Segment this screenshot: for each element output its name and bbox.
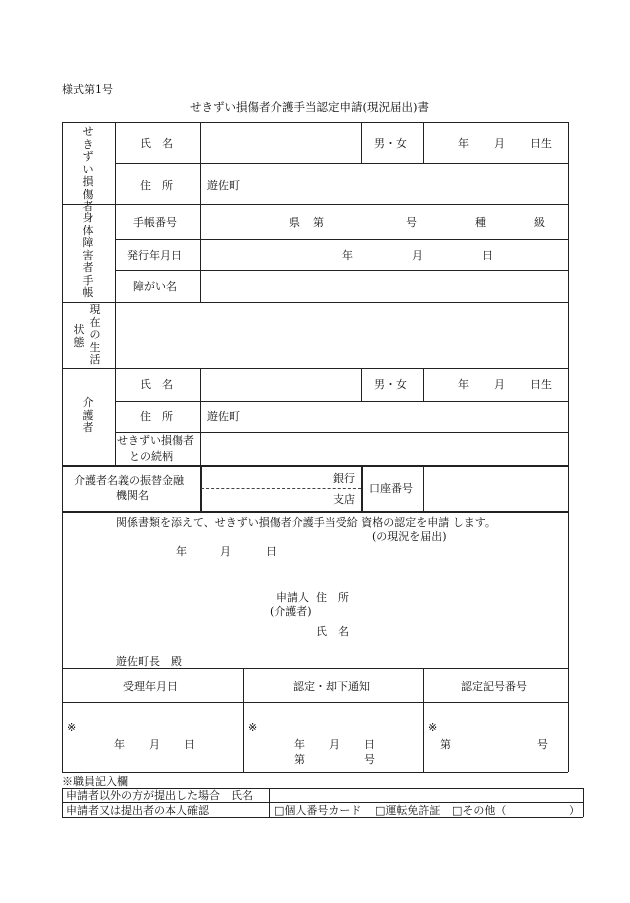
status-field[interactable] [116,303,567,367]
received-mark: ※ [67,721,77,734]
staff-note: ※職員記入欄 [62,775,128,788]
staff-row1-label: 申請者以外の方が提出した場合 氏名 [66,789,253,802]
declaration-day: 日 [266,545,277,558]
caregiver-dob-month: 月 [494,378,505,391]
received-day: 日 [184,738,195,751]
handbook-pref: 県 [289,216,300,229]
cert-mark: ※ [428,721,438,734]
received-date-label: 受理年月日 [123,680,178,693]
caregiver-address-label: 住 所 [140,410,173,423]
handbook-go: 号 [406,216,417,229]
applicant-label: 申請人 [276,591,309,604]
recipient: 遊佐町長 殿 [116,655,182,668]
caregiver-name-label: 氏 名 [140,378,173,391]
applicant-name-label: 氏 名 [316,625,349,638]
caregiver-address-value[interactable]: 遊佐町 [207,410,240,423]
branch-suffix: 支店 [333,493,355,506]
received-month: 月 [149,738,160,751]
declaration-year: 年 [176,545,187,558]
cert-number-label: 認定記号番号 [461,680,527,693]
decision-day: 日 [364,738,375,751]
form-title: せきずい損傷者介護手当認定申請(現況届出)書 [190,100,429,114]
disability-field[interactable] [201,271,567,301]
status-label-vertical: 現在の生活 [89,303,101,366]
status-label-horizontal: 状態 [73,323,85,349]
patient-dob-month: 月 [494,137,505,150]
applicant-caregiver-paren: (介護者) [270,605,312,618]
relation-label-1: せきずい損傷者 [117,434,194,447]
handbook-issue-year: 年 [342,249,353,262]
handbook-disability-label: 障がい名 [133,280,177,293]
handbook-issue-day: 日 [482,249,493,262]
received-year: 年 [114,738,125,751]
patient-address-label: 住 所 [140,179,173,192]
caregiver-dob-day: 日生 [530,378,552,391]
id-option-license[interactable]: □運転免許証 [375,804,441,817]
account-number-label: 口座番号 [369,482,413,495]
declaration-subtext: (の現況を届出) [372,530,447,543]
decision-dai: 第 [294,753,305,766]
handbook-dai: 第 [313,216,324,229]
decision-go: 号 [364,753,375,766]
handbook-number-label: 手帳番号 [133,216,177,229]
caregiver-gender: 男・女 [374,378,407,391]
patient-name-label: 氏 名 [140,137,173,150]
patient-address-value[interactable]: 遊佐町 [207,179,240,192]
patient-gender: 男・女 [374,137,407,150]
cert-dai: 第 [440,738,451,751]
submitter-name-field[interactable] [270,789,582,801]
id-option-mynumber[interactable]: □個人番号カード [274,804,362,817]
handbook-issue-month: 月 [412,249,423,262]
patient-dob-day: 日生 [530,137,552,150]
staff-row2-label: 申請者又は提出者の本人確認 [66,804,209,817]
decision-notice-label: 認定・却下通知 [293,680,370,693]
caregiver-section-label: 介護者 [82,396,94,434]
decision-mark: ※ [248,721,258,734]
handbook-issue-label: 発行年月日 [127,249,182,262]
relation-field[interactable] [201,433,567,464]
bank-suffix: 銀行 [333,472,355,485]
declaration-text: 関係書類を添えて、せきずい損傷者介護手当受給 資格の認定を申請 します。 [116,516,496,529]
form-number: 様式第1号 [62,83,113,96]
patient-name-field[interactable] [201,123,360,162]
bank-label-2: 機関名 [116,489,149,502]
cert-go: 号 [537,738,548,751]
bank-label-1: 介護者名義の振替金融 [74,474,184,487]
decision-year: 年 [294,738,305,751]
patient-dob-year: 年 [458,137,469,150]
handbook-shu: 種 [475,216,486,229]
handbook-kyu: 級 [534,216,545,229]
decision-month: 月 [329,738,340,751]
id-option-other[interactable]: □その他（ [452,804,507,817]
declaration-month: 月 [220,545,231,558]
caregiver-name-field[interactable] [201,369,360,400]
handbook-section-label: 身体障害者手帳 [82,211,94,299]
patient-section-label: せきずい損傷者 [82,125,94,213]
account-number-field[interactable] [425,468,567,510]
applicant-address-label: 住 所 [316,591,349,604]
caregiver-dob-year: 年 [458,378,469,391]
id-option-other-close: ） [569,804,580,817]
relation-label-2: との続柄 [129,450,173,463]
